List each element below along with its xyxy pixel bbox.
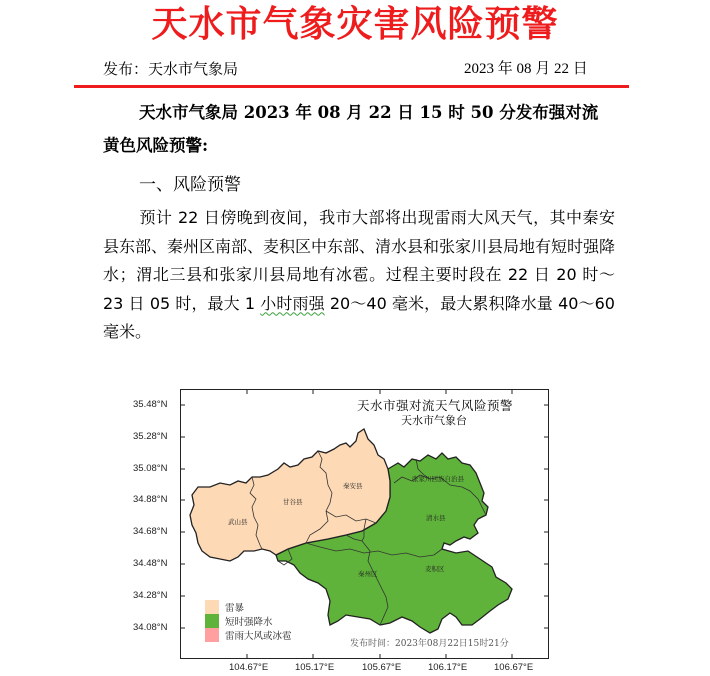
grammar-flagged-text[interactable]: 小时雨强: [260, 293, 325, 313]
legend-item-wind-hail: [205, 628, 292, 642]
map-subtitle: 天水市气象台: [401, 414, 467, 427]
x-tick-label: 106.17°E: [428, 662, 468, 673]
legend-label: 短时强降水: [225, 617, 273, 628]
page-title: 天水市气象灾害风险预警: [151, 3, 559, 45]
lead-line-2: 黄色风险预警:: [103, 136, 209, 155]
issue-date: 2023 年 08 月 22 日: [464, 61, 588, 77]
region-label-wushan: 武山县: [228, 518, 248, 526]
legend-label: 雷雨大风或冰雹: [225, 631, 292, 642]
y-tick-label: 35.08°N: [133, 463, 168, 474]
region-label-gangu: 甘谷县: [283, 498, 303, 506]
x-tick-label: 104.67°E: [229, 662, 269, 673]
section-heading: 一、风险预警: [139, 175, 241, 195]
legend-item-thunderstorm: [205, 600, 244, 614]
legend-swatch-green: [205, 614, 219, 628]
y-tick-label: 34.88°N: [133, 494, 168, 505]
y-tick-label: 35.48°N: [133, 399, 168, 410]
y-tick-label: 34.48°N: [133, 558, 168, 569]
y-tick-label: 34.08°N: [133, 622, 168, 633]
region-label-maiji: 麦积区: [425, 565, 445, 573]
x-tick-label: 105.67°E: [362, 662, 402, 673]
paragraph-text-2: 20～40 毫米，最大累积降水量 40～60 毫米。: [103, 293, 615, 341]
legend-swatch-pink: [205, 628, 219, 642]
x-tick-label: 106.67°E: [494, 662, 534, 673]
y-tick-label: 35.28°N: [133, 431, 168, 442]
region-label-qinan: 秦安县: [343, 482, 363, 490]
legend-swatch-peach: [205, 600, 219, 614]
issuer-label: 发布：天水市气象局: [103, 60, 239, 78]
paragraph-text-1: 预计 22 日傍晚到夜间，我市大部将出现雷雨大风天气，其中秦安县东部、秦州区南部、麦积区中东部、清水县和张家川县局地有短时强降水；渭北三县和张家川县局地有冰雹。过程主要时段在 22 日 20 时～23 日 05 时，最大 1: [103, 208, 616, 313]
header-divider: [74, 85, 629, 88]
x-tick-label: 105.17°E: [295, 662, 335, 673]
region-label-qingshui: 清水县: [426, 514, 446, 522]
lead-line-1: 天水市气象局 2023 年 08 月 22 日 15 时 50 分发布强对流: [139, 103, 599, 122]
lead-paragraph: [103, 96, 623, 162]
map-issued-time: 发布时间：2023年08月22日15时21分: [350, 639, 509, 649]
region-label-zhangjiachuan: 张家川回族自治县: [412, 475, 464, 483]
map-title: 天水市强对流天气风险预警: [357, 398, 514, 413]
warning-paragraph: [103, 204, 615, 347]
y-tick-label: 34.68°N: [133, 526, 168, 537]
region-label-qinzhou: 秦州区: [358, 570, 378, 578]
y-tick-label: 34.28°N: [133, 590, 168, 601]
legend-item-heavy-rain: [205, 614, 273, 628]
legend-label: 雷暴: [225, 603, 245, 614]
